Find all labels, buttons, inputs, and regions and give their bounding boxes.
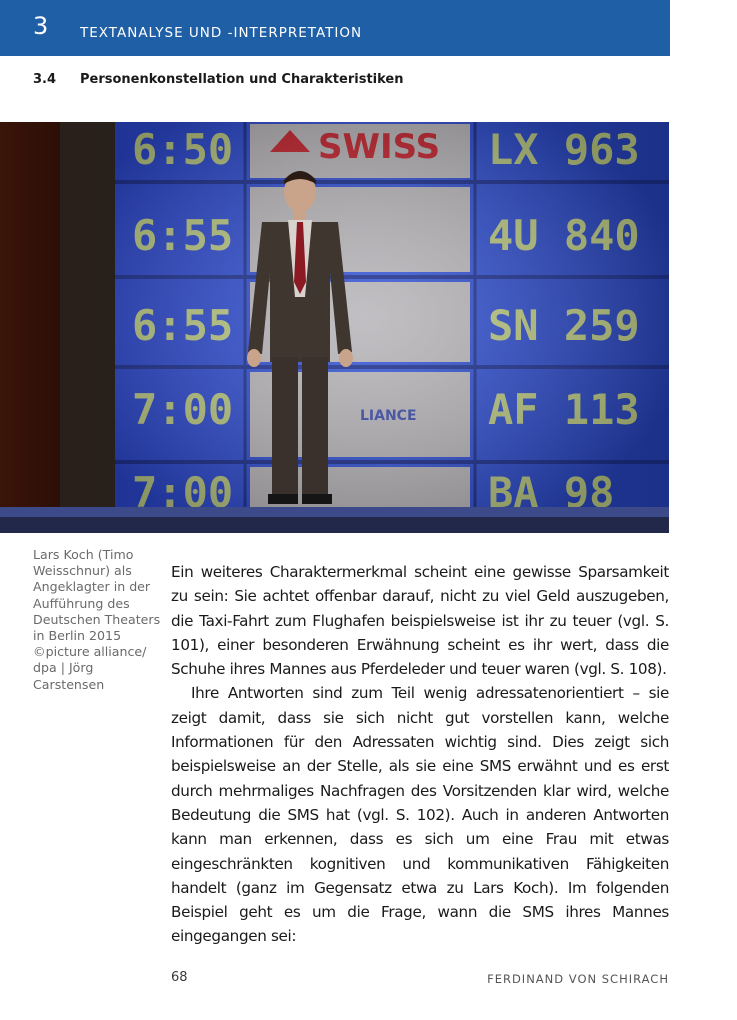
section-title: Personenkonstellation und Charakteristiken [80, 72, 404, 87]
stage-photo [0, 122, 669, 533]
chapter-number: 3 [33, 12, 49, 40]
running-footer-title: FERDINAND VON SCHIRACH [487, 972, 669, 986]
paragraph: Ein weiteres Charaktermerkmal scheint eine gewisse Sparsamkeit zu sein: Sie achtet offenbar darauf, nicht zu viel Geld auszugeben, die Taxi-Fahrt zum Flughafen beispielsweise ist ihr zu teuer (vgl. S. 101), einer besonderen Erwähnung scheint es ihr wert, dass die Schuhe ihres Mannes aus Pferdeleder und teuer waren (vgl. S. 108). [171, 563, 669, 679]
paragraph: Ihre Antworten sind zum Teil wenig adressatenorientiert – sie zeigt damit, dass sie sich nicht gut vorstellen kann, welche Informationen für den Adressaten wichtig sind. Dies zeigt sich beispielsweise an der Stelle, als sie eine SMS erwähnt und es erst durch mehrmaliges Nachfragen des Vorsitzenden klar wird, welche Bedeutung die SMS hat (vgl. S. 102). Auch in anderen Antworten kann man erkennen, dass es sich um eine Frau mit etwas eingeschränkten kognitiven und kommunikativen Fähigkeiten handelt (ganz im Gegensatz etwa zu Lars Koch). Im folgenden Beispiel geht es um die Frage, wann die SMS ihres Mannes eingegangen sei: [171, 684, 669, 946]
chapter-title: TEXTANALYSE UND -INTERPRETATION [80, 25, 363, 41]
chapter-header-bar [0, 0, 670, 56]
section-number: 3.4 [33, 72, 57, 87]
page-number: 68 [171, 970, 188, 985]
body-text [171, 560, 669, 949]
photo-caption: Lars Koch (Timo Weisschnur) als Angeklagter in der Aufführung des Deutschen Theaters in Berlin 2015 ©picture alliance/ dpa | Jörg Carstensen [33, 547, 161, 692]
